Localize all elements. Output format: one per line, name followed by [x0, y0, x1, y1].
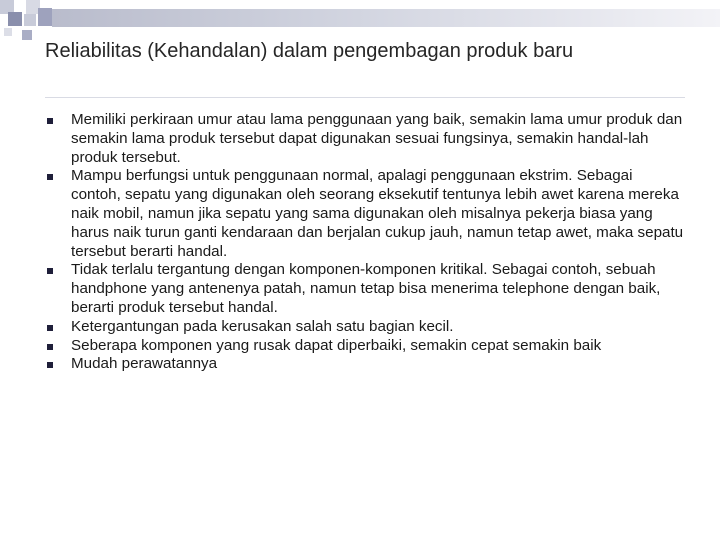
- header-gradient-band: [52, 9, 720, 27]
- deco-square: [8, 12, 22, 26]
- bullet-text: Mampu berfungsi untuk penggunaan normal, apalagi penggunaan ekstrim. Sebagai contoh, sepatu yang digunakan oleh seorang eksekutif tentunya lebih awet karena mereka naik mobil, namun jika sepatu yang sama digunakan oleh misalnya pekerja biasa yang harus naik turun ganti kendaraan dan berjalan cukup jauh, namun tetap awet, maka sepatu tersebut berarti handal.: [71, 167, 684, 260]
- square-bullet-icon: [47, 344, 53, 350]
- deco-square: [24, 14, 36, 26]
- bullet-text: Ketergantungan pada kerusakan salah satu bagian kecil.: [71, 317, 454, 335]
- bullet-item: [45, 261, 685, 317]
- deco-square: [4, 28, 12, 36]
- bullet-text: Memiliki perkiraan umur atau lama penggunaan yang baik, semakin lama umur produk dan semakin lama produk tersebut dapat digunakan sesuai fungsinya, semakin handal-lah produk tersebut.: [71, 111, 683, 166]
- bullet-item: [45, 167, 685, 261]
- square-bullet-icon: [47, 268, 53, 274]
- bullet-item: [45, 111, 685, 167]
- square-bullet-icon: [47, 362, 53, 368]
- deco-square: [14, 0, 26, 12]
- square-bullet-icon: [47, 174, 53, 180]
- square-bullet-icon: [47, 118, 53, 124]
- square-bullet-icon: [47, 325, 53, 331]
- deco-square: [22, 30, 32, 40]
- bullet-item: [45, 355, 685, 374]
- bullet-list: [45, 111, 685, 374]
- title-divider: [45, 97, 685, 98]
- bullet-item: [45, 318, 685, 337]
- slide-title: Reliabilitas (Kehandalan) dalam pengembagan produk baru: [45, 40, 574, 62]
- header-decoration: [0, 0, 720, 40]
- bullet-text: Seberapa komponen yang rusak dapat diperbaiki, semakin cepat semakin baik: [71, 336, 602, 354]
- deco-square: [38, 8, 52, 26]
- bullet-text: Tidak terlalu tergantung dengan komponen-komponen kritikal. Sebagai contoh, sebuah handphone yang antenenya patah, namun tetap bisa menerima telephone dengan baik, berarti produk tersebut handal.: [71, 261, 661, 316]
- bullet-item: [45, 337, 685, 356]
- bullet-text: Mudah perawatannya: [71, 355, 218, 373]
